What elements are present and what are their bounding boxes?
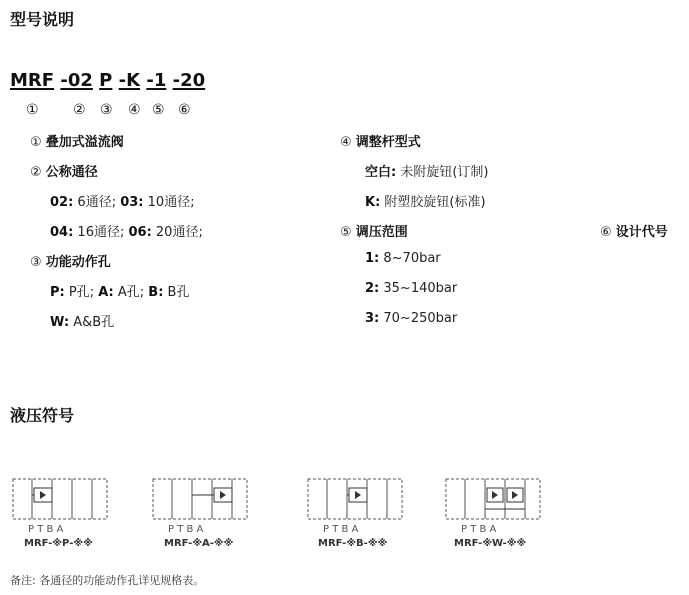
port-val-b: B孔	[163, 285, 190, 300]
hydraulic-symbol-p	[12, 478, 108, 524]
size-key-02: 02:	[50, 195, 74, 210]
pressure-key-1: 1:	[365, 251, 380, 266]
port-options-row-2	[50, 311, 114, 330]
knob-val-blank: 未附旋钮(订制)	[396, 165, 489, 180]
pressure-val-1: 8~70bar	[379, 251, 441, 266]
knob-option-k	[365, 191, 486, 210]
symbol-w-ports: P T B A	[461, 524, 497, 535]
section-2-number: ②	[30, 165, 42, 180]
section-6-number: ⑥	[600, 225, 612, 240]
hydraulic-symbol-a	[152, 478, 248, 524]
size-val-04: 16通径;	[73, 225, 129, 240]
model-position-3: ③	[100, 102, 113, 118]
size-options-row-2	[50, 221, 203, 240]
pressure-key-2: 2:	[365, 281, 380, 296]
size-key-06: 06:	[128, 225, 152, 240]
model-seg-series: MRF	[10, 70, 55, 91]
port-options-row-1	[50, 281, 189, 300]
model-code	[10, 70, 205, 91]
symbol-w-caption: MRF-※W-※※	[454, 538, 527, 549]
port-val-w: A&B孔	[69, 315, 115, 330]
symbol-p-ports: P T B A	[28, 524, 64, 535]
pressure-val-2: 35~140bar	[379, 281, 458, 296]
model-seg-size: -02	[60, 70, 93, 91]
port-key-a: A:	[98, 285, 114, 300]
section-1-heading	[30, 131, 124, 150]
model-position-6: ⑥	[178, 102, 191, 118]
section-5-number: ⑤	[340, 225, 352, 240]
section-1-title: 叠加式溢流阀	[45, 135, 124, 150]
symbol-a-ports: P T B A	[168, 524, 204, 535]
model-position-2: ②	[73, 102, 86, 118]
section-4-title: 调整杆型式	[355, 135, 421, 150]
model-position-1: ①	[26, 102, 39, 118]
section-4-number: ④	[340, 135, 352, 150]
model-seg-design: -20	[172, 70, 206, 91]
pressure-option-1	[365, 251, 441, 266]
section-6-heading	[600, 221, 668, 240]
symbol-b-caption: MRF-※B-※※	[318, 538, 388, 549]
section-3-title: 功能动作孔	[45, 255, 111, 270]
section-3-heading	[30, 251, 111, 270]
port-val-a: A孔;	[113, 285, 149, 300]
footnote: 备注: 各通径的功能动作孔详见规格表。	[10, 574, 205, 587]
section-1-number: ①	[30, 135, 42, 150]
size-val-06: 20通径;	[151, 225, 203, 240]
section-2-heading	[30, 161, 98, 180]
section-4-heading	[340, 131, 421, 150]
symbol-p-caption: MRF-※P-※※	[24, 538, 93, 549]
model-seg-port: P	[99, 70, 113, 91]
section-title-symbol: 液压符号	[10, 406, 75, 425]
size-key-03: 03:	[120, 195, 144, 210]
model-seg-knob: -K	[118, 70, 141, 91]
size-key-04: 04:	[50, 225, 74, 240]
port-key-p: P:	[50, 285, 65, 300]
section-6-title: 设计代号	[615, 225, 668, 240]
section-3-number: ③	[30, 255, 42, 270]
port-key-b: B:	[148, 285, 164, 300]
pressure-option-3	[365, 311, 457, 326]
port-key-w: W:	[50, 315, 70, 330]
pressure-val-3: 70~250bar	[379, 311, 458, 326]
hydraulic-symbol-b	[307, 478, 403, 524]
port-val-p: P孔;	[64, 285, 99, 300]
section-5-title: 调压范围	[355, 225, 408, 240]
section-2-title: 公称通径	[45, 165, 98, 180]
symbol-b-ports: P T B A	[323, 524, 359, 535]
knob-val-k: 附塑胶旋钮(标准)	[380, 195, 486, 210]
size-options-row-1	[50, 191, 195, 210]
section-5-heading	[340, 221, 408, 240]
hydraulic-symbol-w	[445, 478, 541, 524]
knob-key-k: K:	[365, 195, 381, 210]
pressure-key-3: 3:	[365, 311, 380, 326]
model-seg-pressure: -1	[146, 70, 167, 91]
knob-option-blank	[365, 161, 488, 180]
model-position-5: ⑤	[152, 102, 165, 118]
section-title-model: 型号说明	[10, 10, 75, 29]
size-val-03: 10通径;	[143, 195, 195, 210]
model-position-4: ④	[128, 102, 141, 118]
symbol-a-caption: MRF-※A-※※	[164, 538, 234, 549]
pressure-option-2	[365, 281, 457, 296]
knob-key-blank: 空白:	[365, 165, 397, 180]
size-val-02: 6通径;	[73, 195, 121, 210]
